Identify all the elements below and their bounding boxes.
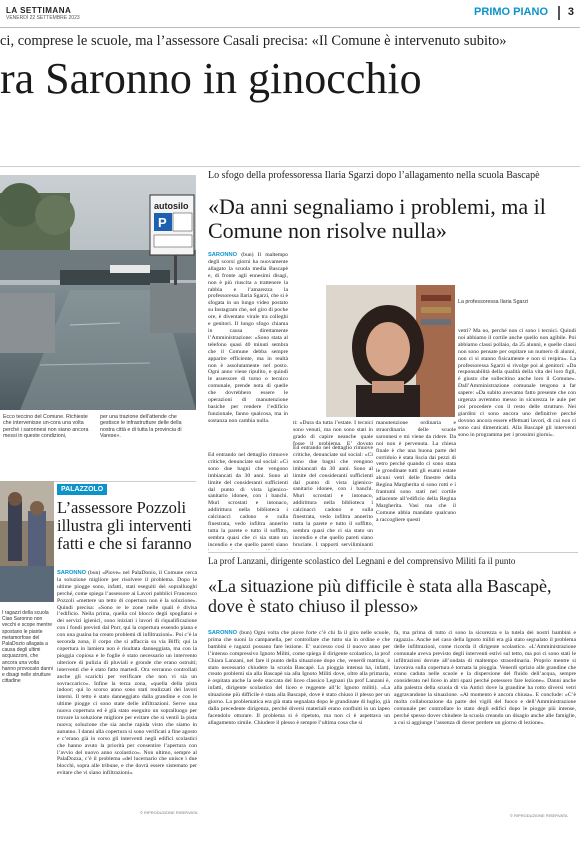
photo-caption-left: Ecco teccino del Comune. Richieste che intervenisse un-cora una volta perché i saronnesi non siano ancora messi in queste condizioni, (3, 414, 89, 440)
section-divider (558, 6, 560, 20)
paper-name: LA SETTIMANA (6, 6, 72, 15)
svg-text:P: P (158, 215, 167, 230)
portrait-illustration (326, 285, 455, 417)
sidebar-photo-caption: I ragazzi della scuola Ciao Saronno non vecchi e scope mentre spostano le piante metamorfose del PalaDozio allagata a causa degli ultimi acquazzoni, che ancora una volta hanno provocato danni e disagi nelle strutture cittadine (2, 610, 53, 685)
main-author: (bun) (241, 252, 254, 258)
main-col-1b: Ed entrando nel dettaglio rimuove critiche, denunciate sul social: «Ci sono due bagni che vengono imbiancati da 30 anni. Sono al limite del consideranti sufficienti dal punto di vista igienico-sanitario idonee, con i banchi. Muri scrostati e intonaco, addirittura nella biblioteca i calcinacci cadono e sulla finestrata, vedo infiltra annerito tutta la parete e tutto il soffitto, sembra quasi che ci sia stato un incendio e che quello pareti siano (208, 452, 288, 548)
sidebar-copyright: © RIPRODUZIONE RISERVATA (140, 810, 198, 815)
second-author: (bun) (239, 630, 252, 636)
portrait-caption: La professoressa Ilaria Sgarzi (458, 299, 529, 305)
portrait-photo (326, 285, 455, 417)
photo-caption-right: per una trazione dell’attende che gestisce le infrastrutture delle della nostra città e di tutta la provincia di Varese». (100, 414, 182, 440)
second-dek: La prof Lanzani, dirigente scolastico del Legnani e del comprensivo Militi fa il punto (208, 556, 516, 566)
second-col-1-text: Ogni volta che piove forte c’è chi fa il giro nelle scuole, prima che suoni la campanella, per controllare che tutto sia in ordine e che bambini e ragazzi possano fare lezione. E’ successo così il nuovo anno per l’intenso compressivo Ignoto Militi, come spiega il dirigente scolastico, la prof Chiara Lanzani, nel fare il punto della situazione dopo che, venerdì mattina, è stato necessario chiudere la scuola Bascapè. La pioggia intensa ha, infatti, creato problemi sia alla Bascapè sia alla Ignoto Militi dove, oltre alla primaria, è ospitata anche la sede staccata del liceo classico Legnani (la prof Lanzani è, infatti, dirigente scolastico del liceo e reggente all’Ic Ignoto militi). «La situazione più difficile è stata alla Bascapè, dove è stato chiuso il plesso per un giorno. La problematica era già stata segnalata dopo le grandinate di luglio, già dalla precedente dirigenza, perché diversi materiali erano confluiti in un lapeo facendolo otturare. Il problema si è ripetuto, ma non ci è aspettava un allagamento simile. Chiudere il plesso è sempre l’ultima cosa che si (208, 630, 390, 726)
section-tag: PALAZZOLO (57, 484, 107, 495)
second-title: «La situazione più difficile è stata alla Bascapè, dove è stato chiuso il plesso» (208, 576, 552, 616)
sidebar-body (57, 570, 197, 808)
page-number: 3 (567, 6, 574, 18)
section-label: PRIMO PIANO (474, 6, 548, 18)
page-headline: ra Saronno in ginocchio (0, 55, 422, 103)
overhead: ci, comprese le scuole, ma l’assessore Casali precisa: «Il Comune è intervenuto subito» (0, 33, 507, 49)
masthead (6, 6, 574, 24)
second-col-1 (208, 630, 390, 812)
main-col-2: Ed entrando nel dettaglio rimuove critiche, denunciate sul social: «Ci sono due bagni che vengono imbiancati da 30 anni. Sono al limite del consideranti sufficienti dal punto di vista igienico-sanitario idonee, con i banchi. Muri scrostati e intonaco, addirittura nella biblioteca i calcinacci cadono e sulla finestrata, vedo infiltra annerito tutta la parete e tutto il soffitto, sembra quasi che ci sia stato un incendio e che quello pareti siano bruciate. I rapporti serviliminanti (293, 445, 373, 548)
main-col-4: vetri? Ma no, perché non ci sono i tecnici. Quindi noi abbiamo il cortile anche quello non agibile. Poi abbiamo classi pollaio, da 25 alunni, e quelle classi non sono pensate per ospitare un numero di alunni, non ci si stanno fisicamente e non si respira». La professoressa Sgarzi si rivolge poi ai genitori: «Da responsabilità della qualità della vita dei loro figli, è giusto che sollecitino anche loro il Comune». Dall’Amministrazione comunale tengono a far sapere: «Da subito avevamo fatto presente che con urgenza avremmo messo in sicurezza le aule per poi procedere con il resto delle strutture. Nei giardini ci sono ancora uno definitive perché dovono ancora essere effettuati lavori, di cui non ci sono casi dimenticati. Alla Bascapè gli interventi sono in programma per i prossimi giorni». (458, 328, 576, 438)
sidebar-title: L’assessore Pozzoli illustra gli interventi fatti e che si faranno (57, 498, 192, 553)
header-rule (0, 27, 580, 28)
second-copyright: © RIPRODUZIONE RISERVATA (510, 813, 568, 818)
main-col-2a: ti: «Dura da tutta l’estate. I tecnici sono venuti, ma non sono stati in grado di capire neanche quale fosse il problema. E’ dovuto (293, 420, 373, 445)
main-col-3: manutenzione ordinaria e straordinaria delle scuole saronnesi e mi viene da ridere. Da noi non è pervenuta. La chiesa finale è che una buona parte del corridoio è stata liscia dai pezzi di vetro perché quando ci sono stata le grondinate tutti gli esami estate alcuni vetri delle finestre della Regina Margherita si sono rotti e i frantumi sono stati nel cortile adiacente all’edificio della Regina Margherita. Vasi ma che il Comune abbia mandato qualcuno a raccogliere questi (376, 420, 456, 523)
sidebar-author: (bun) (87, 570, 101, 576)
issue-date: VENERDÌ 22 SETTEMBRE 2023 (6, 15, 80, 21)
flood-photo (0, 175, 196, 410)
main-kicker: SARONNO (208, 252, 238, 258)
headline-rule (0, 166, 580, 167)
sidebar-text: «Piove» nel PalaDonio, il Comune cerca la soluzione migliore per risolvere il problema. Dopo le ultime piogge sono, infatti, stati eseguiti dei sopralluoghi perché, come spiega l’assessore ai Lavori pubblici Francesco Pozzoli «mettere un tetto di copertura non è la soluzione». Quindi precisa: «Sono re le zone nelle quali è divisa l’edificio. Nella prima, quella col blocco degli spogliatoi e dei servizi igienici, sono iniziati i lavori di riqualificazione con i fondi previsti dal Pnrr, qui la copertura essendo piana e con una guaina ha creato problemi di infiltrazioni». Poi c’è la seconda zona, il corpo che si affaccia su via Biffi; qui la copertura in lamiera non è risultata danneggiata, ma con la pioggia copiosa e le foglie è stato necessario un intervento ulteriore di pulizia di pluviali e gronde che erano ostruiti; interventi che è stato fatto martedì. Ora verranno controllati anche gli scarichi per verificare che non vi sia un sovraccarico». Infine la terza zona, «quella della pista indoor; qui lo scorso anno sono stati realizzati dei lavori interni. Il tetto è stato danneggiato dalla grandine e con le ultime piogge ci sono state delle infiltrazioni. Serve una nuova copertura ed è già stato eseguito un sopralluogo per trovare la soluzione migliore per evitare che si ventil la pista nuova; soluzione che sia anche rapida visto che siamo in autunno. I danni alla copertura si sono verificati a fine agosto e c’erano già in corso gli interventi negli edifici scolastici che hanno avuto la priorità per consentire l’apertura con l’avvio del nuovo anno scolastico». Non ultimo, sempre al PalaDozza, c’è il problema «del lucernario che unisce i due blocchi, sopra alle tribune, e che dovrà essere sistemato per evitare che vi siano infiltrazioni». (57, 570, 197, 777)
main-dek: Lo sfogo della professoressa Ilaria Sgarzi dopo l’allagamento nella scuola Bascapè (208, 170, 540, 181)
main-col-1-text: Il maltempo degli scorsi giorni ha nuovamente allagato la scuola media Bascapè e, di fronte agli ennesimi disagi, non è più riuscita a trattenere la rabbia e l’amarezza la professoressa Ilaria Sgarzi, che si è sfogata in un lungo video postato su Instagram che, nel giro di poche ore, è diventato virale tra colleghi e genitori. Il lungo sfogo chiama in causa direttamente l’Amministrazione: «Sono stata al telefono quasi 40 minuti sembra che il Comune debba sempre apparire efficiente, ma in realtà non è assolutamente nel posto. Ogni anno viene ripulito, e quindi le assessore di turno o tecnico comunale, prende nota di quelle che dovrebbero essere le operazioni di manutenzione basiche per rendere l’edificio funzionale, fanno qualcosa, ma in sostanza non cambia nulla. (208, 252, 288, 424)
sidebar-kicker: SARONNO (57, 570, 87, 576)
main-title: «Da anni segnaliamo i problemi, ma il Comune non risolve nulla» (208, 194, 546, 243)
main-col-1 (208, 252, 288, 452)
sidebar-photo (0, 481, 54, 602)
flood-photo-illustration (0, 175, 196, 410)
second-col-2: fa, ma prima di tutto ci sono la sicurezza e la tutela dei nostri bambini e ragazzi». Anche nel caso della Ignoto militi era già stato segnalato il problema delle infiltrazioni, come ricorda il dirigente scolastico. «L’Amministrazione comunale aveva previsto degli interventi estivi sul tetto, ma poi ci sono stati le infiltrazioni dovute all’ondata di maltempo straordinaria. Proprio mentre si lavorava sulla copertura è tornata la pioggia. Venerdì sprizio alle grandine che erano caduta nelle scuole e la dispersione del fluido dell’acqua, sempre considerato nel liceo in altri spazi perché potessero fare lezione». Danni anche alla palestra della scuola di via Antici dove la grandine ha rotto diversi vetri aggravandone la situazione. «Al momento è ancora chiusa». E conclude: «C’è molta collaborazione da parte dei vigili del fuoco e dell’Amministrazione comunale per controllare lo stato degli edifici dopo le piogge più intense, perché spesso dover chiudere la scuola creando un disagio anche alle famiglie, a cui si aggiunge l’assenza di dover perdere un giorno di lezione». (394, 630, 576, 726)
second-kicker: SARONNO (208, 630, 238, 636)
parking-sign-label: autosilo (154, 201, 189, 211)
second-story-rule (208, 552, 578, 553)
